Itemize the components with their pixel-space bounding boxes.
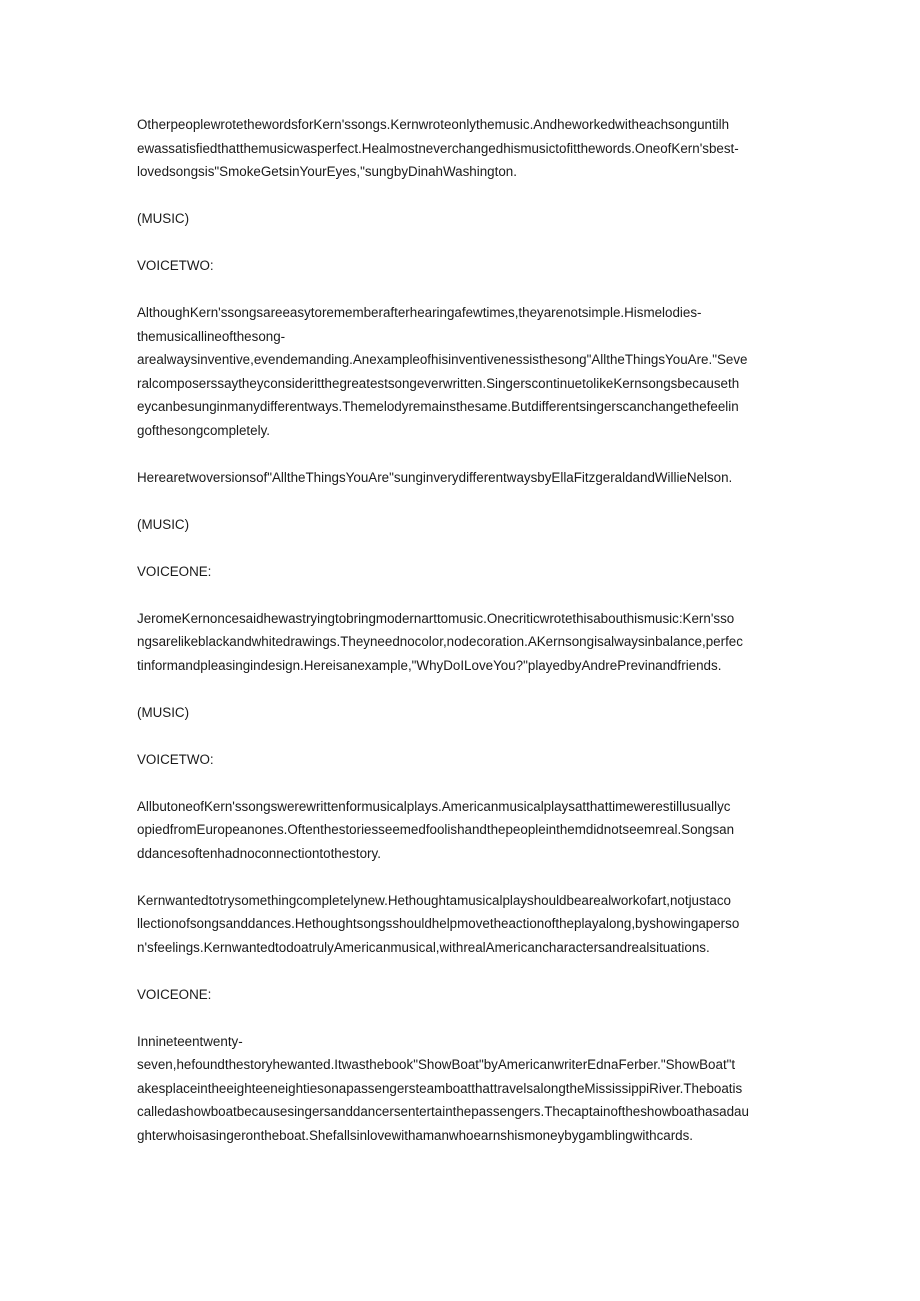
text-line: lovedsongsis"SmokeGetsinYourEyes,"sungbyDinahWashington. (137, 164, 517, 179)
text-line: (MUSIC) (137, 516, 190, 532)
text-line: tinformandpleasingindesign.Hereisanexample,"WhyDoILoveYou?"playedbyAndrePrevinandfriends. (137, 657, 722, 673)
text-line: ghterwhoisasingerontheboat.Shefallsinlovewithamanwhoearnshismoneybygamblingwithcards. (137, 1127, 694, 1143)
text-line: (MUSIC) (137, 704, 190, 720)
text-line: arealwaysinventive,evendemanding.Anexampleofhisinventivenessisthesong"AlltheThingsYouAre."Seve (137, 352, 748, 367)
text-line: eycanbesunginmanydifferentways.Themelodyremainsthesame.Butdifferentsingerscanchangethefeelin (137, 399, 739, 414)
text-line: akesplaceintheeighteeneightiesonapassengersteamboatthattravelsalongtheMississippiRiver.Theboatis (137, 1080, 743, 1096)
text-line: ralcomposerssaytheyconsideritthegreatestsongeverwritten.SingerscontinuetolikeKernsongsbecauseth (137, 375, 740, 391)
paragraph-body (137, 607, 783, 678)
text-line: VOICEONE: (137, 563, 212, 579)
paragraph-body (137, 795, 783, 866)
text-line: opiedfromEuropeanones.Oftenthestoriesseemedfoolishandthepeopleinthemdidnotseemreal.Songsan (137, 822, 735, 837)
music-cue (137, 701, 783, 725)
text-line: VOICEONE: (137, 986, 212, 1002)
text-line: gofthesongcompletely. (137, 422, 270, 438)
paragraph-body (137, 889, 783, 960)
paragraph-body (137, 1030, 783, 1148)
text-line: themusicallineofthesong- (137, 328, 286, 344)
text-line: ewassatisfiedthatthemusicwasperfect.Healmostneverchangedhismusictofitthewords.OneofKern'sbest- (137, 140, 739, 156)
text-line: AlthoughKern'ssongsareeasytorememberafterhearingafewtimes,theyarenotsimple.Hismelodies- (137, 305, 702, 320)
paragraph-body (137, 466, 783, 490)
text-line: ngsarelikeblackandwhitedrawings.Theyneednocolor,nodecoration.AKernsongisalwaysinbalance,perfec (137, 634, 743, 649)
text-line: llectionofsongsanddances.Hethoughtsongsshouldhelpmovetheactionoftheplayalong,byshowingaperso (137, 916, 740, 931)
speaker-label (137, 983, 783, 1007)
text-line: (MUSIC) (137, 211, 190, 226)
music-cue (137, 513, 783, 537)
speaker-label (137, 560, 783, 584)
speaker-label (137, 748, 783, 772)
paragraph-intro (137, 113, 783, 184)
text-line: AllbutoneofKern'ssongswerewrittenformusicalplays.Americanmusicalplaysatthattimewerestillusuallyc (137, 798, 731, 814)
text-line: VOICETWO: (137, 751, 214, 767)
text-line: JeromeKernoncesaidhewastryingtobringmodernarttomusic.Onecriticwrotethisabouthismusic:Kern'sso (137, 610, 735, 626)
text-line: seven,hefoundthestoryhewanted.Itwasthebook"ShowBoat"byAmericanwriterEdnaFerber."ShowBoat"t (137, 1057, 736, 1072)
paragraph-body (137, 301, 783, 442)
document-page (137, 113, 783, 1171)
text-line: Kernwantedtotrysomethingcompletelynew.Hethoughtamusicalplayshouldbearealworkofart,notjustaco (137, 892, 731, 908)
text-line: ddancesoftenhadnoconnectiontothestory. (137, 845, 381, 861)
text-line: calledashowboatbecausesingersanddancersentertainthepassengers.Thecaptainoftheshowboathasadau (137, 1104, 749, 1119)
text-line: n'sfeelings.KernwantedtodoatrulyAmericanmusical,withrealAmericancharactersandrealsituations. (137, 939, 710, 955)
speaker-label (137, 254, 783, 278)
text-line: OtherpeoplewrotethewordsforKern'ssongs.Kernwroteonlythemusic.Andheworkedwitheachsonguntilh (137, 117, 730, 132)
text-line: Innineteentwenty- (137, 1033, 243, 1049)
music-cue (137, 207, 783, 231)
text-line: Herearetwoversionsof"AlltheThingsYouAre"sunginverydifferentwaysbyEllaFitzgeraldandWillieNelson. (137, 469, 733, 485)
text-line: VOICETWO: (137, 258, 214, 273)
